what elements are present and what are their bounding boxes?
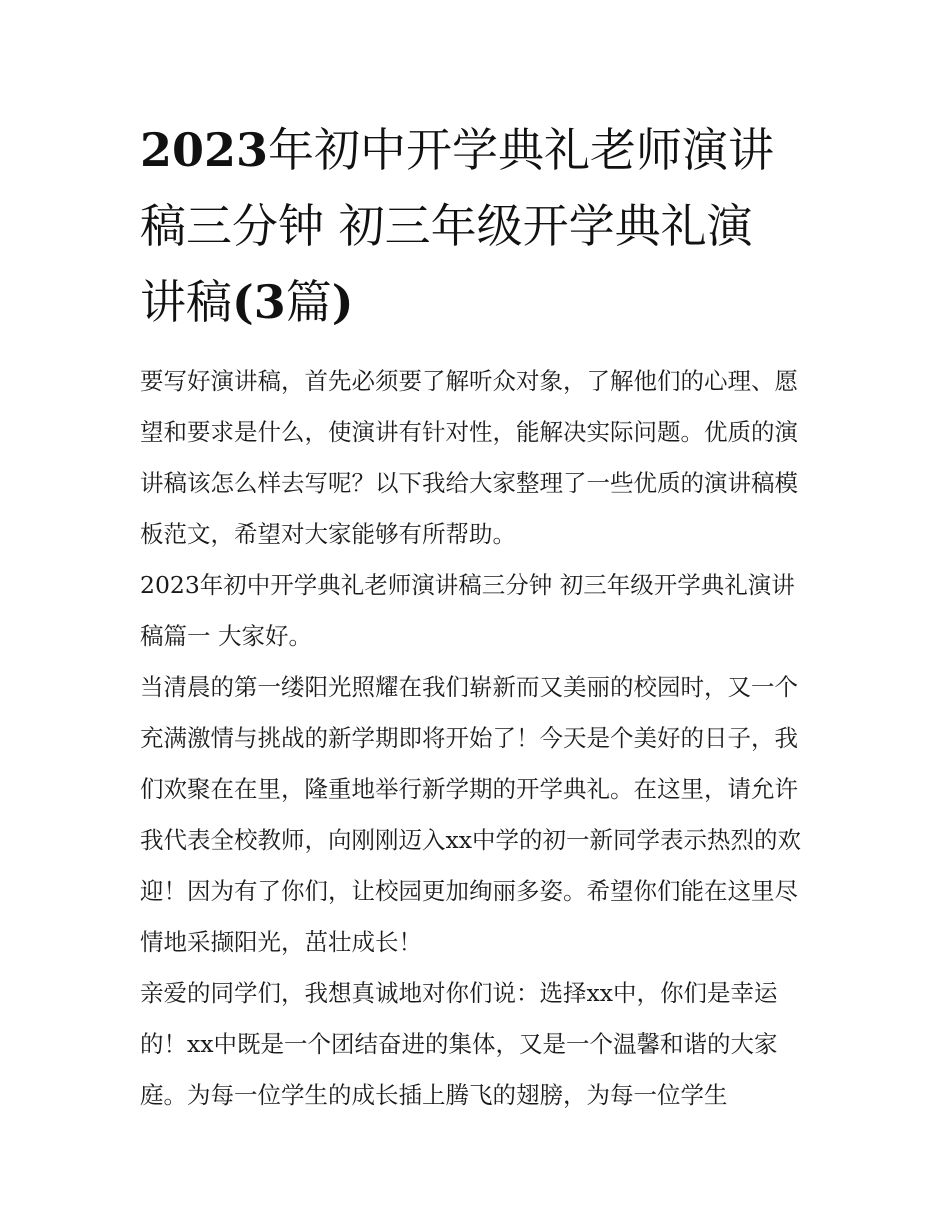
title-line: 讲稿(3篇) bbox=[140, 275, 354, 329]
paragraph-body: 亲爱的同学们，我想真诚地对你们说：选择xx中，你们是幸运的！xx中既是一个团结奋进的集体，又是一个温馨和谐的大家庭。为每一位学生的成长插上腾飞的翅膀，为每一位学生 bbox=[140, 979, 778, 1109]
paragraph-heading: 2023年初中开学典礼老师演讲稿三分钟 初三年级开学典礼演讲稿篇一 大家好。 bbox=[140, 571, 795, 650]
paragraph-body: 当清晨的第一缕阳光照耀在我们崭新而又美丽的校园时，又一个充满激情与挑战的新学期即将开始了！今天是个美好的日子，我们欢聚在在里，隆重地举行新学期的开学典礼。在这里，请允许我代表全校教师，向刚刚迈入xx中学的初一新同学表示热烈的欢迎！因为有了你们，让校园更加绚丽多姿。希望你们能在这里尽情地采撷阳光，茁壮成长！ bbox=[140, 673, 802, 956]
document-title bbox=[140, 112, 820, 340]
title-line: 2023年初中开学典礼老师演讲 bbox=[140, 123, 775, 177]
document-body bbox=[140, 356, 815, 1121]
title-line: 稿三分钟 初三年级开学典礼演 bbox=[140, 199, 753, 253]
paragraph-intro: 要写好演讲稿，首先必须要了解听众对象，了解他们的心理、愿望和要求是什么，使演讲有针对性，能解决实际问题。优质的演讲稿该怎么样去写呢？以下我给大家整理了一些优质的演讲稿模板范文，希望对大家能够有所帮助。 bbox=[140, 367, 798, 548]
